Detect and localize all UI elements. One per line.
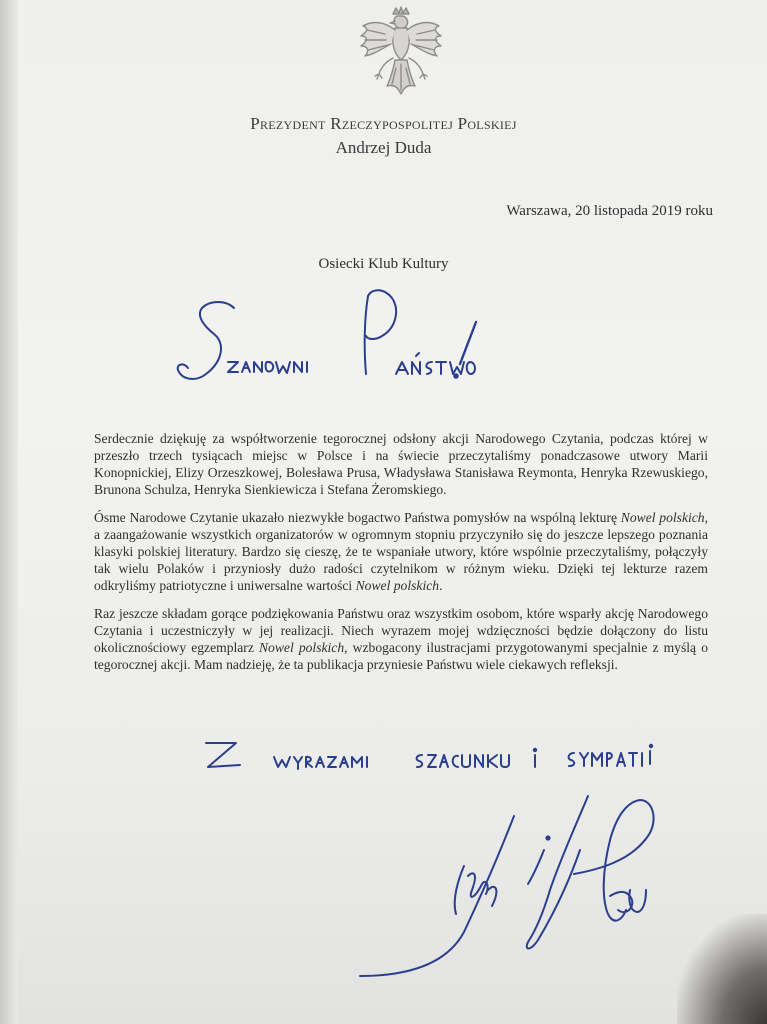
polish-eagle-emblem (355, 4, 447, 100)
paragraph-3 (94, 605, 708, 673)
book-title: Nowel polskich (258, 640, 345, 655)
paragraph-1: Serdecznie dziękuję za współtworzenie tegorocznej odsłony akcji Narodowego Czytania, podczas której w przeszło trzech tysiącach miejsc w Polsce i na świecie przeczytaliśmy ponadczasowe utwory Marii Konopnickiej, Elizy Orzeszkowej, Bolesława Prusa, Władysława Stanisława Reymonta, Henryka Rzewuskiego, Brunona Schulza, Henryka Sienkiewicza i Stefana Żeromskiego. (94, 431, 708, 497)
letter-date: Warszawa, 20 listopada 2019 roku (506, 203, 713, 219)
paragraph-3-text: Raz jeszcze składam gorące podziękowania Państwu oraz wszystkim osobom, które wsparły akcję Narodowego Czytania i uczestniczyły w jej realizacji. Niech wyrazem mojej wdzięczności będzie dołączony do listu okolicznościowy egzemplarz (94, 606, 708, 655)
sender-name: Andrzej Duda (335, 138, 432, 157)
handwritten-salutation (170, 282, 490, 400)
paragraph-2-text: , a zaangażowanie wszystkich organizatorów w ogromnym stopniu przyczyniło się do jeszcze lepszego poznania klasyki polskiej literatury. Bardzo się cieszę, że te wspaniałe utwory, które wspólnie przeczytaliśmy, połączyły tak wielu Polaków i przyniosły dużo radości czytelnikom w różnym wieku. Dzięki tej lekturze razem odkryliśmy patriotyczne i uniwersalne wartości (94, 510, 708, 593)
paragraph-2 (94, 509, 708, 594)
paragraph-3-text: , wzbogacony ilustracjami przygotowanymi specjalnie z myślą o tegorocznej akcji. Mam nadzieję, że ta publikacja przyniesie Państwu wiele ciekawych refleksji. (94, 640, 708, 672)
handwritten-signature (340, 790, 680, 990)
handwritten-closing (200, 735, 670, 785)
paragraph-2-text: . (439, 578, 443, 593)
recipient: Osiecki Klub Kultury (318, 256, 449, 272)
book-title: Nowel polskich (620, 510, 705, 525)
page-corner-shadow (677, 914, 767, 1024)
paragraph-2-text: Ósme Narodowe Czytanie ukazało niezwykłe bogactwo Państwa pomysłów na wspólną lekturę (94, 510, 621, 525)
letter-body (94, 430, 708, 684)
book-title: Nowel polskich (355, 578, 440, 593)
office-title: Prezydent Rzeczypospolitej Polskiej (250, 114, 517, 133)
